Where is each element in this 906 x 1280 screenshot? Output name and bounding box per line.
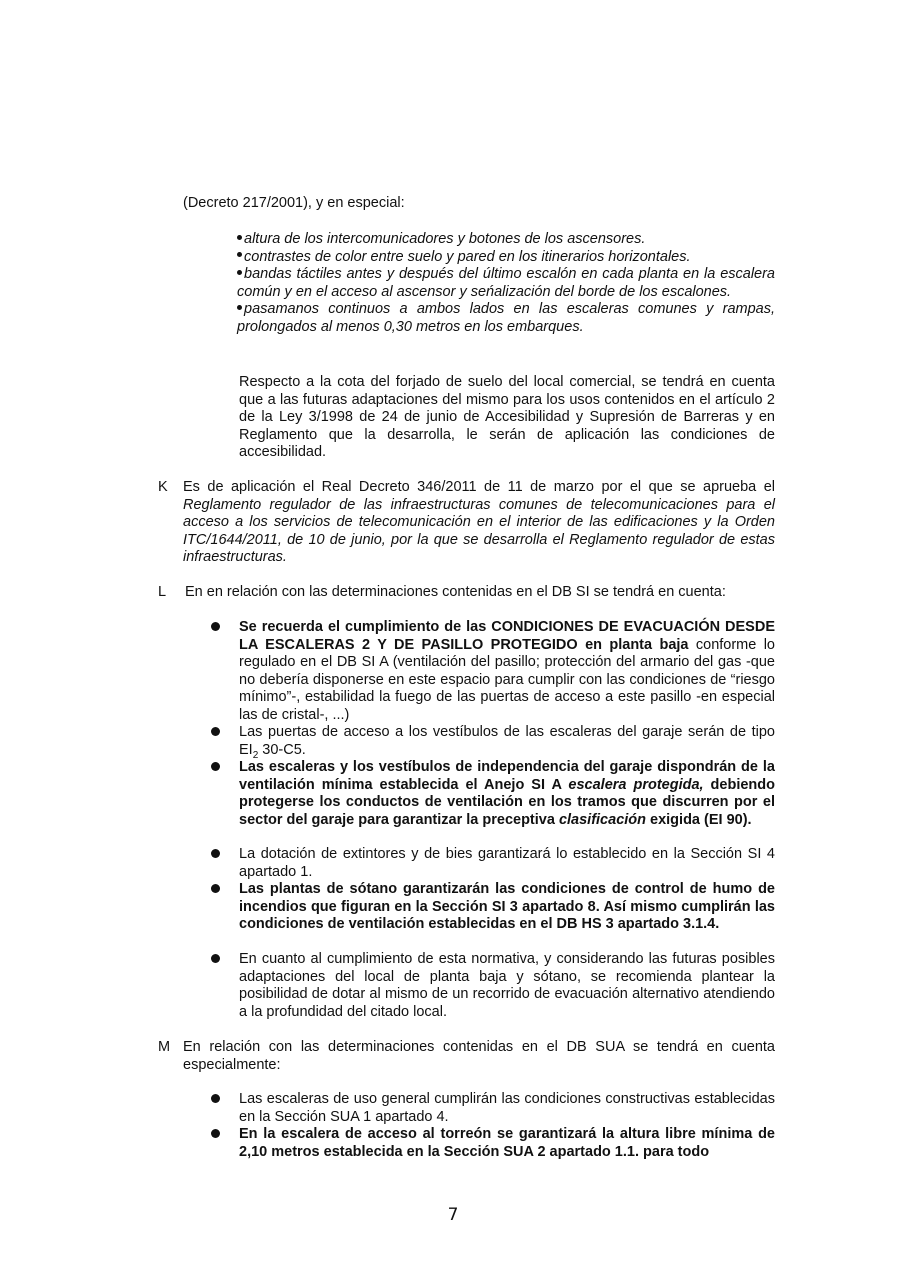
bullet-icon — [211, 622, 220, 631]
bullet-icon — [211, 954, 220, 963]
section-l-item-1: Se recuerda el cumplimiento de las CONDICIONES DE EVACUACIÓN DESDE LA ESCALERAS 2 Y DE PASILLO PROTEGIDO en planta baja conforme lo regulado en el DB SI A (ventilación del pasillo; protección del armario del gas -que no debería disponerse en este espacio para cumplir con las condiciones de “riesgo mínimo”-, estabilidad la fuego de las puertas de acceso a este pasillo -en especial las de cristal-, ...) — [239, 619, 775, 723]
bullet-icon — [237, 235, 242, 240]
section-m-item-2: En la escalera de acceso al torreón se garantizará la altura libre mínima de 2,10 metros establecida en la Sección SUA 2 apartado 1.1. para todo — [239, 1126, 775, 1160]
bullet-icon — [237, 252, 242, 257]
section-l-item-4: La dotación de extintores y de bies garantizará lo establecido en la Sección SI 4 apartado 1. — [239, 846, 775, 880]
bullet-icon — [237, 270, 242, 275]
bullet-icon — [211, 762, 220, 771]
section-l-heading: En en relación con las determinaciones contenidas en el DB SI se tendrá en cuenta: — [185, 584, 726, 600]
bullet-icon — [211, 884, 220, 893]
list-item: bandas táctiles antes y después del último escalón en cada planta en la escalera común y en el acceso al ascensor y seńalización del borde de los escalones. — [237, 266, 775, 300]
section-m-item-1: Las escaleras de uso general cumplirán las condiciones constructivas establecidas en la Sección SUA 1 apartado 4. — [239, 1091, 775, 1125]
respecto-paragraph: Respecto a la cota del forjado de suelo del local comercial, se tendrá en cuenta que a las futuras adaptaciones del mismo para los usos contenidos en el artículo 2 de la Ley 3/1998 de 24 de junio de Accesibilidad y Supresión de Barreras y en Reglamento que la desarrolla, le serán de aplicación las condiciones de accesibilidad. — [239, 374, 775, 460]
intro-line: (Decreto 217/2001), y en especial: — [183, 195, 405, 211]
section-k-text: Es de aplicación el Real Decreto 346/2011 de 11 de marzo por el que se aprueba el Reglamento regulador de las infraestructuras comunes de telecomunicaciones para el acceso a los servicios de telecomunicación en el interior de las edificaciones y la Orden ITC/1644/2011, de 10 de junio, por la que se desarrolla el Reglamento regulador de estas infraestructuras. — [183, 479, 775, 565]
bullet-icon — [237, 305, 242, 310]
bullet-icon — [211, 727, 220, 736]
section-l-item-6: En cuanto al cumplimiento de esta normativa, y considerando las futuras posibles adaptaciones del local de planta baja y sótano, se recomienda plantear la posibilidad de dotar al mismo de un recorrido de evacuación alternativo atendiendo a la profundidad del citado local. — [239, 951, 775, 1020]
page-number: 7 — [447, 1205, 459, 1225]
bullet-icon — [211, 1094, 220, 1103]
section-l-item-3: Las escaleras y los vestíbulos de independencia del garaje dispondrán de la ventilación mínima establecida el Anejo SI A escalera protegida, debiendo protegerse los conductos de ventilación en los tramos que discurren por el sector del garaje para garantizar la preceptiva clasificación exigida (EI 90). — [239, 759, 775, 828]
list-item: pasamanos continuos a ambos lados en las escaleras comunes y rampas, prolongados al menos 0,30 metros en los embarques. — [237, 301, 775, 335]
list-item: altura de los intercomunicadores y botones de los ascensores. — [237, 231, 775, 249]
section-m-letter: M — [158, 1039, 171, 1055]
italic-bullet-list — [237, 231, 775, 336]
section-l-item-5: Las plantas de sótano garantizarán las condiciones de control de humo de incendios que figuran en la Sección SI 3 apartado 8. Así mismo cumplirán las condiciones de ventilación establecidas en el DB HS 3 apartado 3.1.4. — [239, 881, 775, 932]
section-k-letter: K — [158, 479, 168, 495]
bullet-icon — [211, 849, 220, 858]
section-l-item-2: Las puertas de acceso a los vestíbulos de las escaleras del garaje serán de tipo $EI_2$ 30-C5. — [239, 724, 775, 761]
bullet-icon — [211, 1129, 220, 1138]
section-m-heading: En relación con las determinaciones contenidas en el DB SUA se tendrá en cuenta especialmente: — [183, 1039, 775, 1073]
list-item: contrastes de color entre suelo y pared en los itinerarios horizontales. — [237, 249, 775, 267]
section-l-letter: L — [158, 584, 167, 600]
